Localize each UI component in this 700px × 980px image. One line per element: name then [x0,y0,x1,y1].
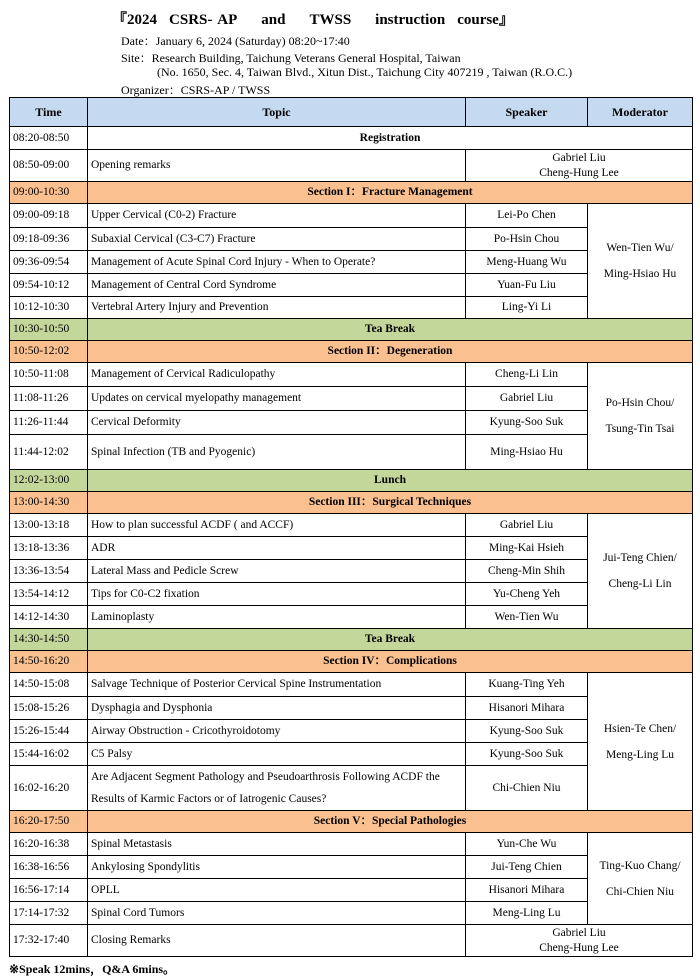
footnote: ※Speak 12mins，Q&A 6mins。 [9,962,176,976]
speaker-name: Cheng-Hung Lee [539,941,619,954]
date-line: Date：January 6, 2024 (Saturday) 08:20~17:40 [121,34,350,48]
topic-cell: Are Adjacent Segment Pathology and Pseudoarthrosis Following ACDF the Results of Karmic Factors or of Iatrogenic Causes? [88,766,466,811]
organizer-line: Organizer：CSRS-AP / TWSS [121,83,271,97]
topic-cell: Subaxial Cervical (C3-C7) Fracture [88,228,466,251]
section-label: Section IV：Complications [88,651,693,673]
topic-cell: How to plan successful ACDF ( and ACCF) [88,514,466,537]
time-cell: 14:30-14:50 [10,629,88,651]
topic-cell: ADR [88,537,466,560]
time-cell: 13:36-13:54 [10,560,88,583]
time-cell: 11:44-12:02 [10,435,88,470]
topic-cell: Vertebral Artery Injury and Prevention [88,297,466,319]
topic-cell: Lateral Mass and Pedicle Screw [88,560,466,583]
speaker-cell: Jui-Teng Chien [466,856,588,879]
moderator-name: Jui-Teng Chien/ [603,552,677,564]
speaker-cell: Wen-Tien Wu [466,606,588,629]
topic-cell: Salvage Technique of Posterior Cervical Spine Instrumentation [88,673,466,697]
time-cell: 09:00-10:30 [10,182,88,204]
title-part: course』 [457,12,514,28]
time-cell: 16:20-17:50 [10,811,88,833]
time-cell: 10:50-12:02 [10,341,88,363]
speaker-cell: Kyung-Soo Suk [466,743,588,766]
topic-cell: Tips for C0-C2 fixation [88,583,466,606]
speaker-cell: Yuan-Fu Liu [466,274,588,297]
section-row [10,811,693,833]
time-cell: 16:56-17:14 [10,879,88,902]
speaker-cell: Gabriel Liu [466,514,588,537]
topic-cell: C5 Palsy [88,743,466,766]
header-row [10,98,693,127]
speaker-cell [466,925,693,957]
speaker-cell: Meng-Ling Lu [466,902,588,925]
lunch-label: Lunch [88,470,693,492]
topic-cell: Laminoplasty [88,606,466,629]
topic-cell: OPLL [88,879,466,902]
speaker-cell: Gabriel Liu [466,387,588,411]
time-cell: 16:02-16:20 [10,766,88,811]
time-cell: 09:54-10:12 [10,274,88,297]
moderator-cell [588,514,693,629]
topic-cell: Management of Acute Spinal Cord Injury - When to Operate? [88,251,466,274]
time-cell: 09:00-09:18 [10,204,88,228]
time-cell: 11:26-11:44 [10,411,88,435]
time-cell: 17:32-17:40 [10,925,88,957]
topic-cell: Updates on cervical myelopathy management [88,387,466,411]
speaker-cell: Lei-Po Chen [466,204,588,228]
section-label: Section V：Special Pathologies [88,811,693,833]
time-cell: 08:20-08:50 [10,127,88,150]
address-line: (No. 1650, Sec. 4, Taiwan Blvd., Xitun Dist., Taichung City 407219 , Taiwan (R.O.C.) [157,65,573,79]
section-label: Section II：Degeneration [88,341,693,363]
speaker-cell: Kuang-Ting Yeh [466,673,588,697]
time-cell: 15:26-15:44 [10,720,88,743]
talk-row [10,363,693,387]
talk-row [10,673,693,697]
topic-cell: Spinal Cord Tumors [88,902,466,925]
speaker-cell: Cheng-Li Lin [466,363,588,387]
topic-cell: Spinal Infection (TB and Pyogenic) [88,435,466,470]
title-part: instruction [375,12,446,28]
break-label: Tea Break [88,629,693,651]
moderator-name: Chi-Chien Niu [605,885,675,898]
section-row [10,341,693,363]
break-row [10,629,693,651]
registration-row [10,127,693,150]
time-cell: 14:12-14:30 [10,606,88,629]
moderator-name: Hsien-Te Chen/ [603,722,677,735]
schedule-table [9,97,693,957]
col-header-speaker: Speaker [466,98,588,127]
section-label: Section I：Fracture Management [88,182,693,204]
time-cell: 13:54-14:12 [10,583,88,606]
course-title [112,8,514,29]
topic-cell: Dysphagia and Dysphonia [88,697,466,720]
moderator-cell [588,673,693,811]
talk-row [10,833,693,856]
topic-cell: Closing Remarks [88,925,466,957]
speaker-name: Gabriel Liu [552,926,606,939]
section-label: Section III：Surgical Techniques [88,492,693,514]
speaker-cell: Kyung-Soo Suk [466,720,588,743]
time-cell: 09:36-09:54 [10,251,88,274]
moderator-name: Ting-Kuo Chang/ [599,859,681,872]
time-cell: 15:08-15:26 [10,697,88,720]
topic-cell: Ankylosing Spondylitis [88,856,466,879]
speaker-cell: Yun-Che Wu [466,833,588,856]
speaker-cell: Po-Hsin Chou [466,228,588,251]
time-cell: 13:00-14:30 [10,492,88,514]
time-cell: 16:38-16:56 [10,856,88,879]
time-cell: 08:50-09:00 [10,150,88,182]
title-part: TWSS [309,12,352,28]
moderator-cell [588,204,693,319]
topic-cell: Management of Central Cord Syndrome [88,274,466,297]
registration-label: Registration [88,127,693,150]
topic-cell: Upper Cervical (C0-2) Fracture [88,204,466,228]
time-cell: 10:30-10:50 [10,319,88,341]
talk-row [10,514,693,537]
speaker-name: Gabriel Liu [552,151,606,164]
moderator-name: Po-Hsin Chou/ [605,397,675,409]
moderator-name: Ming-Hsiao Hu [603,268,677,280]
title-part: CSRS- AP [169,12,238,28]
site-line: Site：Research Building, Taichung Veterans General Hospital, Taiwan [121,51,461,65]
title-part: 『2024 [112,12,158,28]
time-cell: 17:14-17:32 [10,902,88,925]
speaker-cell: Ming-Hsiao Hu [466,435,588,470]
speaker-cell: Ling-Yi Li [466,297,588,319]
speaker-cell: Meng-Huang Wu [466,251,588,274]
col-header-time: Time [10,98,88,127]
time-cell: 09:18-09:36 [10,228,88,251]
break-label: Tea Break [88,319,693,341]
speaker-cell: Kyung-Soo Suk [466,411,588,435]
topic-cell: Management of Cervical Radiculopathy [88,363,466,387]
topic-cell: Opening remarks [88,150,466,182]
time-cell: 14:50-16:20 [10,651,88,673]
lunch-row [10,470,693,492]
break-row [10,319,693,341]
speaker-cell: Chi-Chien Niu [466,766,588,811]
time-cell: 12:02-13:00 [10,470,88,492]
section-row [10,651,693,673]
speaker-cell: Hisanori Mihara [466,697,588,720]
time-cell: 13:18-13:36 [10,537,88,560]
moderator-cell [588,363,693,470]
speaker-cell: Ming-Kai Hsieh [466,537,588,560]
time-cell: 13:00-13:18 [10,514,88,537]
time-cell: 10:50-11:08 [10,363,88,387]
speaker-name: Cheng-Hung Lee [539,166,619,179]
topic-cell: Spinal Metastasis [88,833,466,856]
col-header-topic: Topic [88,98,466,127]
topic-cell: Cervical Deformity [88,411,466,435]
moderator-cell [588,833,693,925]
col-header-moderator: Moderator [588,98,693,127]
speaker-cell: Cheng-Min Shih [466,560,588,583]
speaker-cell: Hisanori Mihara [466,879,588,902]
closing-row [10,925,693,957]
time-cell: 15:44-16:02 [10,743,88,766]
topic-cell: Airway Obstruction - Cricothyroidotomy [88,720,466,743]
time-cell: 10:12-10:30 [10,297,88,319]
title-part: and [261,12,286,28]
speaker-cell: Yu-Cheng Yeh [466,583,588,606]
time-cell: 11:08-11:26 [10,387,88,411]
moderator-name: Meng-Ling Lu [605,748,675,761]
moderator-name: Tsung-Tin Tsai [605,423,675,435]
talk-row [10,204,693,228]
opening-row [10,150,693,182]
moderator-name: Wen-Tien Wu/ [606,242,674,254]
moderator-name: Cheng-Li Lin [608,578,672,590]
time-cell: 16:20-16:38 [10,833,88,856]
section-row [10,182,693,204]
time-cell: 14:50-15:08 [10,673,88,697]
speaker-cell [466,150,693,182]
section-row [10,492,693,514]
